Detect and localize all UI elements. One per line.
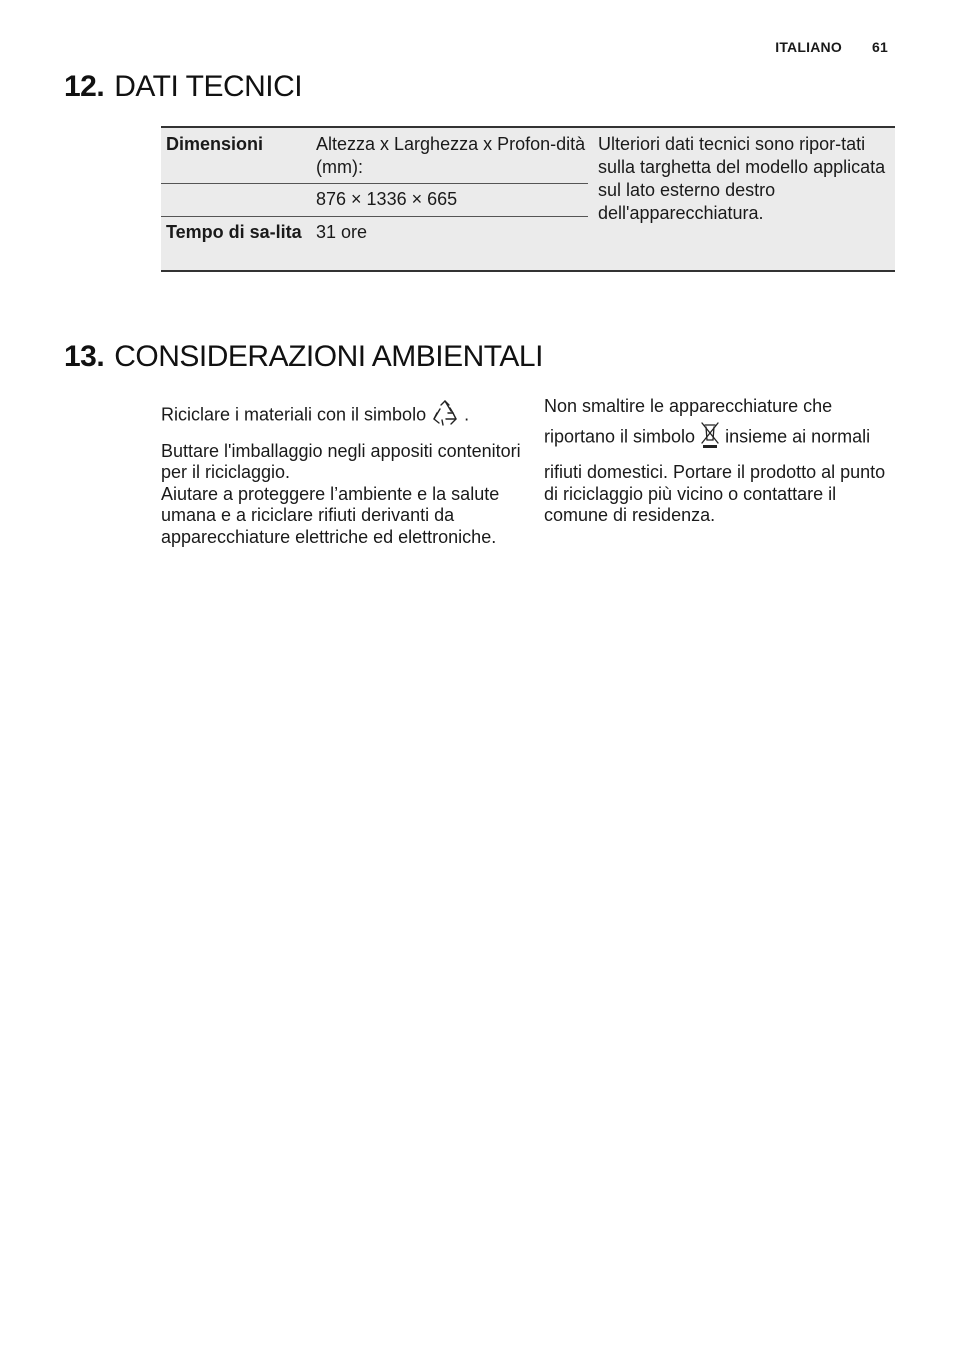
crossed-bin-icon	[700, 421, 720, 455]
protect-environment-paragraph: Aiutare a proteggere l’ambiente e la salute umana e a riciclare rifiuti derivanti da apparecchiature elettriche ed elettroniche.	[161, 483, 500, 547]
dimensions-description: Altezza x Larghezza x Profon-dità (mm):	[316, 134, 586, 177]
packaging-paragraph: Buttare l'imballaggio negli appositi contenitori per il riciclaggio.	[161, 440, 521, 482]
section-12-heading: DATI TECNICI	[114, 70, 303, 103]
technical-note: Ulteriori dati tecnici sono ripor-tati sulla targhetta del modello applicata sul lato esterno destro dell'apparecchiatura.	[598, 134, 886, 223]
section-13-number: 13.	[64, 340, 105, 373]
disposal-line-2	[544, 421, 904, 455]
section-12-title	[64, 70, 302, 104]
dimensions-label: Dimensioni	[166, 134, 264, 154]
environment-left-column	[161, 399, 521, 548]
disposal-line-1: Non smaltire le apparecchiature che	[544, 396, 833, 416]
section-12-number: 12.	[64, 70, 105, 103]
disposal-text-after: insieme ai normali	[725, 426, 871, 446]
header-language: ITALIANO	[775, 39, 842, 55]
technical-data-table	[161, 126, 895, 272]
row-divider	[161, 216, 588, 217]
rise-time-value: 31 ore	[316, 222, 368, 242]
section-13-title	[64, 340, 543, 374]
page-header	[775, 39, 888, 55]
recycle-text: Riciclare i materiali con il simbolo	[161, 404, 427, 425]
environment-right-column	[544, 396, 904, 527]
row-divider	[161, 183, 588, 184]
rise-time-label: Tempo di sa-lita	[166, 222, 302, 242]
recycle-paragraph	[161, 399, 521, 433]
dimensions-value: 876 × 1336 × 665	[316, 189, 458, 209]
page-number: 61	[872, 39, 888, 55]
recycle-text-end: .	[464, 404, 470, 425]
section-13-heading: CONSIDERAZIONI AMBIENTALI	[114, 340, 543, 373]
recycle-icon	[431, 399, 459, 433]
disposal-text-before: riportano il simbolo	[544, 426, 696, 446]
disposal-paragraph-2: rifiuti domestici. Portare il prodotto al punto di riciclaggio più vicino o contattare il comune di residenza.	[544, 462, 886, 525]
